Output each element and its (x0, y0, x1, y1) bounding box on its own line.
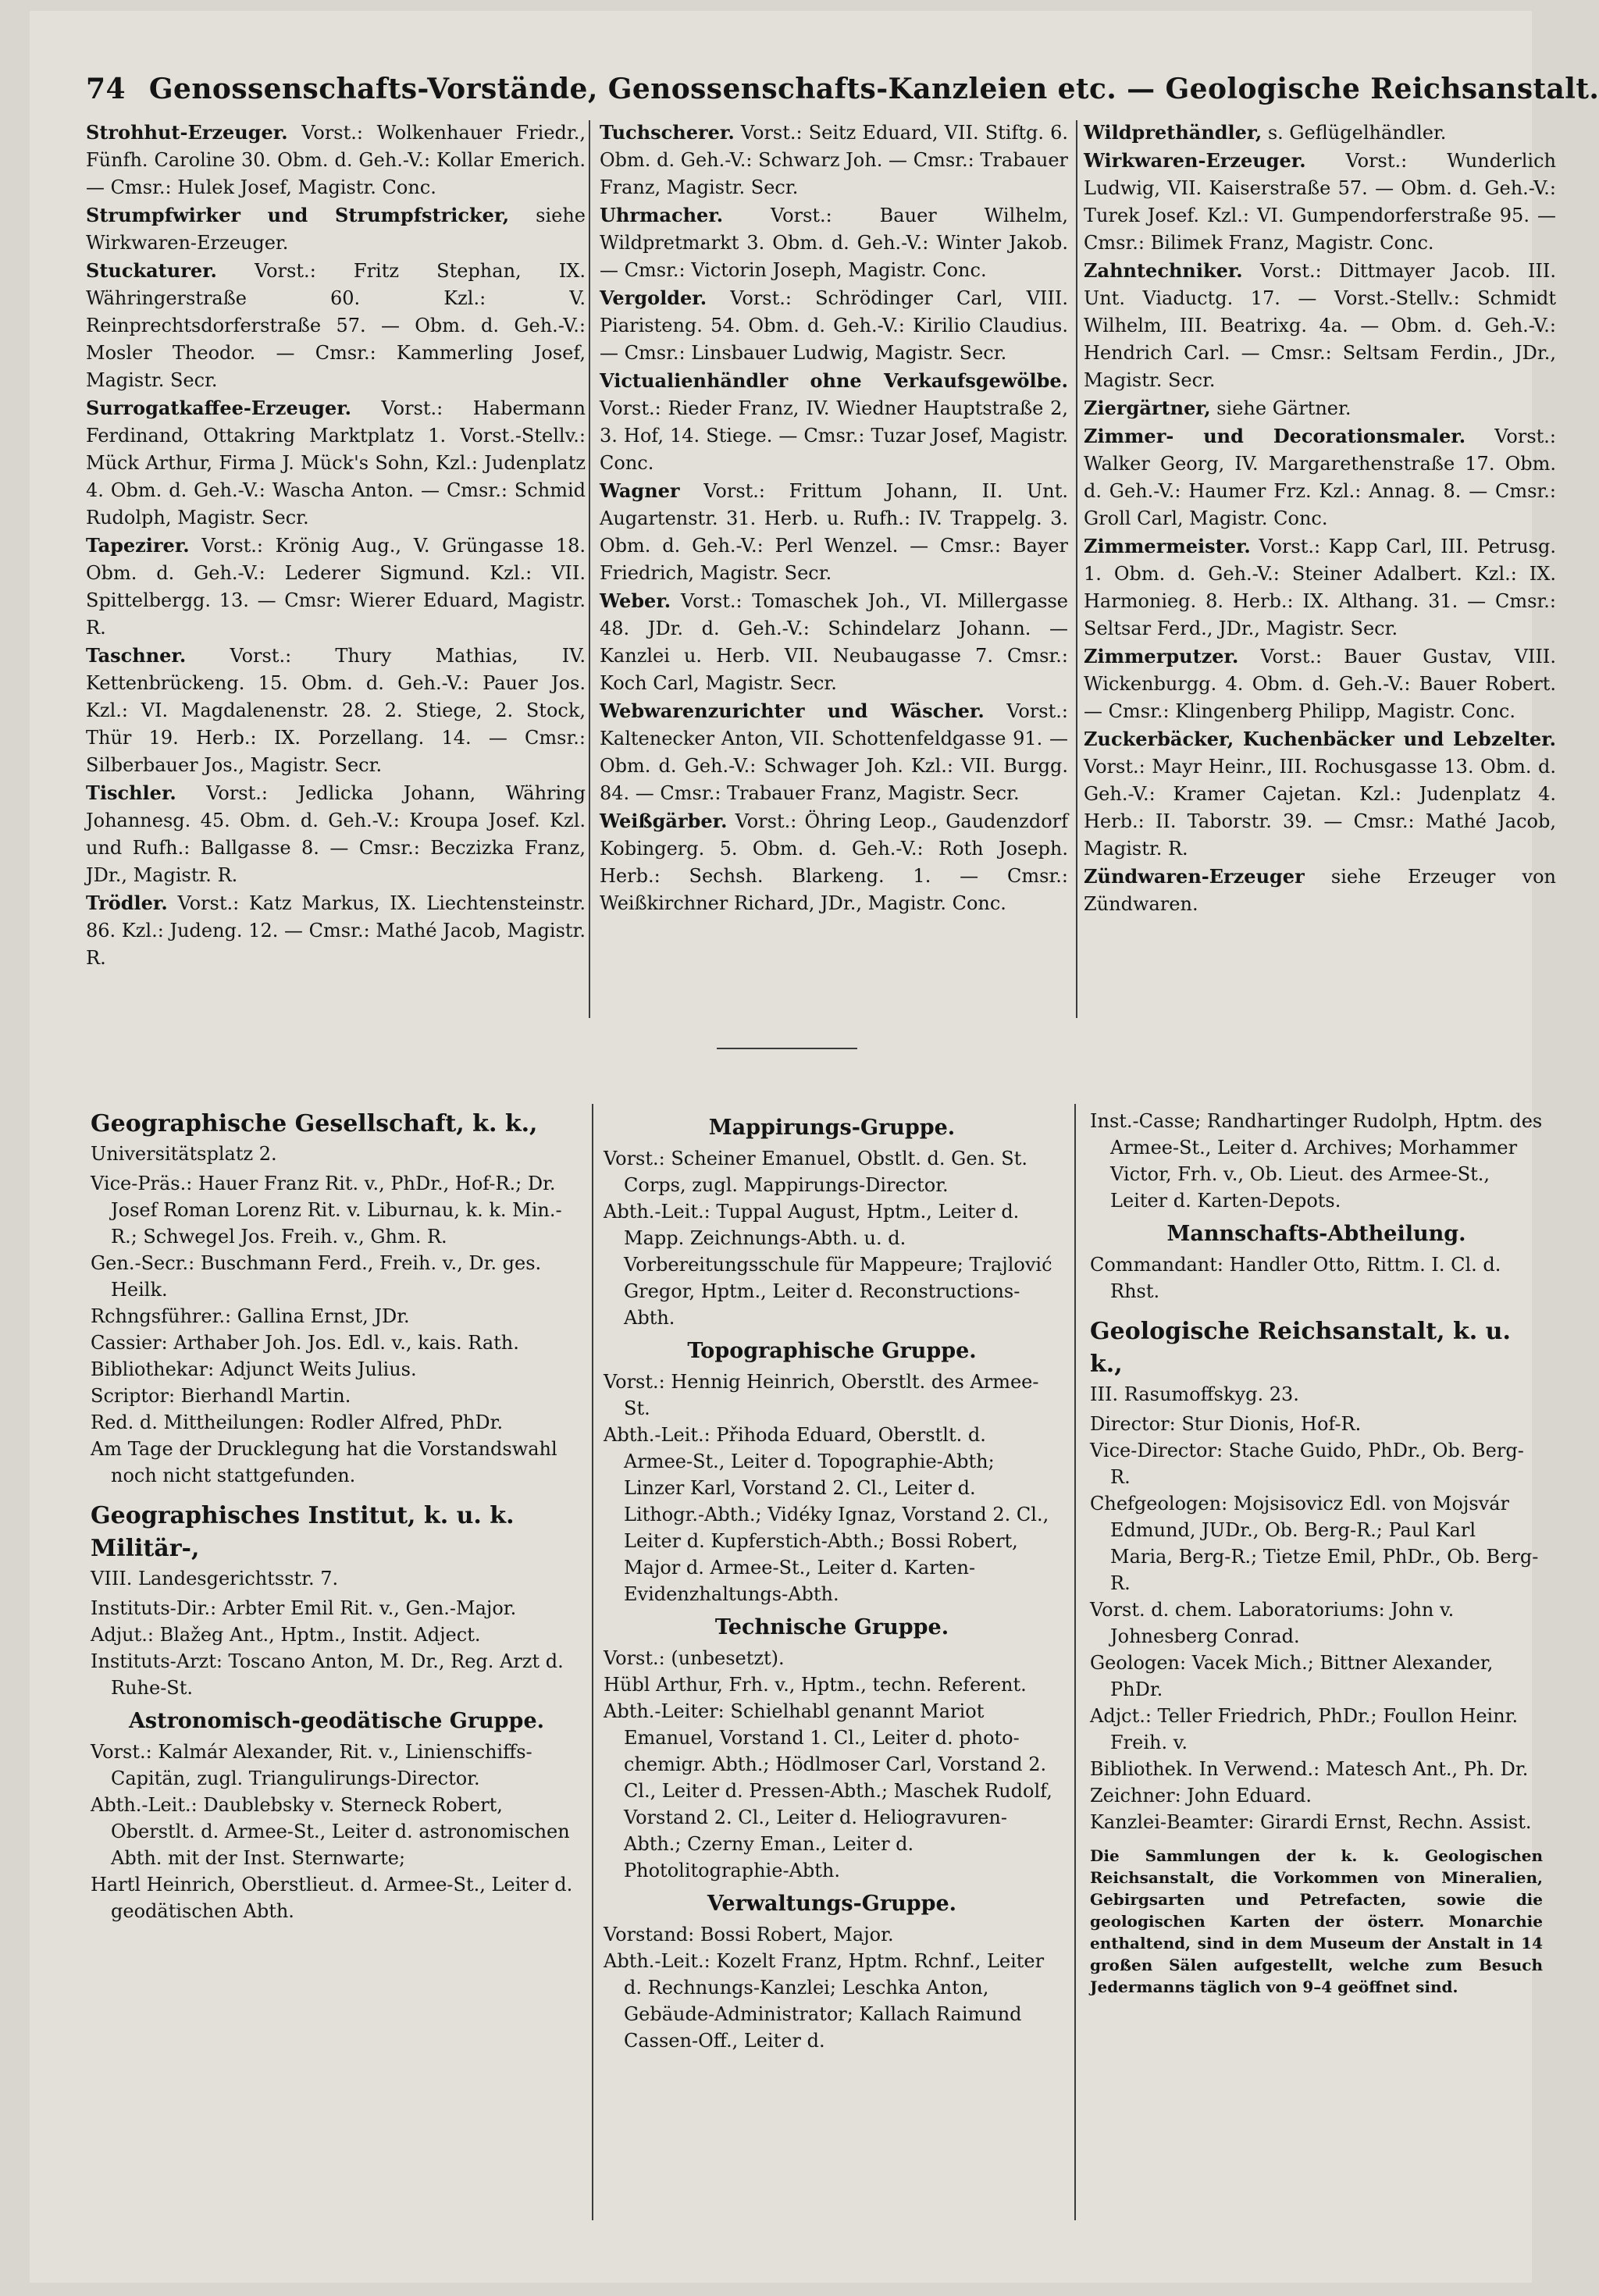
guild-entry (86, 532, 586, 642)
page-header (86, 64, 1599, 114)
officer-line: Bibliothek. In Verwend.: Matesch Ant., Ph. Dr. (1090, 1758, 1529, 1780)
officer-line: Abth.-Leit.: Daublebsky v. Sterneck Robert, Oberstlt. d. Armee-St., Leiter d. astronomischen Abth. mit der Inst. Sternwarte; (91, 1794, 570, 1869)
officer-line: Vorst.: Kalmár Alexander, Rit. v., Linienschiffs-Capitän, zugl. Triangulirungs-Director. (91, 1741, 532, 1789)
guild-details: Vorst.: Habermann Ferdinand, Ottakring Marktplatz 1. Vorst.-Stellv.: Mück Arthur, Firma J. Mück's Sohn, Kzl.: Judenplatz 4. Obm. d. Geh.-V.: Wascha Anton. — Cmsr.: Schmid Rudolph, Magistr. Secr. (86, 397, 586, 529)
guild-name: Zimmermeister. (1084, 535, 1251, 557)
guild-name: Weber. (600, 589, 671, 612)
officer-line: Commandant: Handler Otto, Rittm. I. Cl. d. Rhst. (1090, 1254, 1501, 1302)
guild-column-1 (86, 119, 586, 1009)
section-separator (717, 1048, 857, 1049)
guild-name: Wirkwaren-Erzeuger. (1084, 149, 1306, 172)
officer-line: Director: Stur Dionis, Hof-R. (1090, 1413, 1362, 1435)
running-title: Genossenschafts-Vorstände, Genossenschafts-Kanzleien etc. — Geologische Reichsanstalt. (148, 73, 1599, 105)
section-title: Geologische Reichsanstalt, k. u. k., (1090, 1318, 1511, 1378)
guild-entry (1084, 532, 1556, 643)
officer-line: Abth.-Leiter: Schielhabl genannt Mariot Emanuel, Vorstand 1. Cl., Leiter d. photo-chemigr. Abth.; Hödlmoser Carl, Vorstand 2. Cl., Leiter d. Pressen-Abth.; Maschek Rudolf, Vorstand 2. Cl., Leiter d. Heliogravuren-Abth.; Czerny Eman., Leiter d. Photolitographie-Abth. (604, 1700, 1052, 1881)
guild-name: Wagner (600, 479, 680, 502)
guild-details: s. Geflügelhändler. (1267, 122, 1447, 144)
guild-name: Surrogatkaffee-Erzeuger. (86, 397, 352, 419)
guild-entry (600, 119, 1068, 201)
officer-line: Hartl Heinrich, Oberstlieut. d. Armee-St., Leiter d. geodätischen Abth. (91, 1874, 573, 1922)
officer-line: Red. d. Mittheilungen: Rodler Alfred, PhDr. (91, 1411, 504, 1433)
officer-line: Abth.-Leit.: Přihoda Eduard, Oberstlt. d. Armee-St., Leiter d. Topographie-Abth; Linzer Karl, Vorstand 2. Cl., Leiter d. Lithogr.-Abth.; Vidéky Ignaz, Vorstand 2. Cl., Leiter d. Kupferstich-Abth.; Bossi Robert, Major d. Armee-St., Leiter d. Karten-Evidenzhaltungs-Abth. (604, 1424, 1049, 1605)
group-title: Topographische Gruppe. (687, 1339, 977, 1363)
officer-line: Scriptor: Bierhandl Martin. (91, 1385, 351, 1407)
guild-details: Vorst.: Frittum Johann, II. Unt. Augartenstr. 31. Herb. u. Rufh.: IV. Trappelg. 3. Obm. d. Geh.-V.: Perl Wenzel. — Cmsr.: Bayer Friedrich, Magistr. Secr. (600, 480, 1068, 584)
officer-line: Zeichner: John Eduard. (1090, 1785, 1312, 1807)
section-address: III. Rasumoffskyg. 23. (1090, 1383, 1299, 1405)
guild-details: Vorst.: Walker Georg, IV. Margarethenstraße 17. Obm. d. Geh.-V.: Haumer Frz. Kzl.: Annag. 8. — Cmsr.: Groll Carl, Magistr. Conc. (1084, 425, 1556, 529)
guild-details: Vorst.: Bauer Wilhelm, Wildpretmarkt 3. Obm. d. Geh.-V.: Winter Jakob. — Cmsr.: Victorin Joseph, Magistr. Conc. (600, 205, 1068, 281)
directory-page (30, 11, 1599, 2283)
guild-name: Victualienhändler ohne Verkaufsgewölbe. (600, 369, 1068, 392)
guild-details: Vorst.: Jedlicka Johann, Währing Johannesg. 45. Obm. d. Geh.-V.: Kroupa Josef. Kzl. und Rufh.: Ballgasse 8. — Cmsr.: Beczizka Franz, JDr., Magistr. R. (86, 782, 586, 886)
guild-entry (1084, 863, 1556, 918)
guild-entry (86, 642, 586, 779)
guild-name: Tischler. (86, 781, 176, 804)
officer-line: Inst.-Casse; Randhartinger Rudolph, Hptm. des Armee-St., Leiter d. Archives; Morhammer Victor, Frh. v., Ob. Lieut. des Armee-St., Leiter d. Karten-Depots. (1090, 1110, 1543, 1212)
guild-column-3 (1084, 119, 1556, 1009)
guild-entry (86, 779, 586, 889)
guild-name: Trödler. (86, 892, 168, 914)
guild-name: Stuckaturer. (86, 259, 217, 282)
guild-details: Vorst.: Wolkenhauer Friedr., Fünfh. Caroline 30. Obm. d. Geh.-V.: Kollar Emerich. — Cmsr.: Hulek Josef, Magistr. Conc. (86, 122, 586, 198)
officer-line: Instituts-Dir.: Arbter Emil Rit. v., Gen.-Major. (91, 1597, 517, 1619)
group-title: Verwaltungs-Gruppe. (707, 1892, 957, 1916)
guild-details: Vorst.: Seitz Eduard, VII. Stiftg. 6. Obm. d. Geh.-V.: Schwarz Joh. — Cmsr.: Trabauer Franz, Magistr. Secr. (600, 122, 1068, 198)
officer-line: Vorst.: Scheiner Emanuel, Obstlt. d. Gen. St. Corps, zugl. Mappirungs-Director. (604, 1148, 1027, 1196)
guild-entry (600, 477, 1068, 587)
officer-line: Vorstand: Bossi Robert, Major. (604, 1924, 894, 1945)
officer-line: Vorst.: (unbesetzt). (604, 1647, 785, 1669)
officer-line: Bibliothekar: Adjunct Weits Julius. (91, 1358, 417, 1380)
guild-details: Vorst.: Kapp Carl, III. Petrusg. 1. Obm. d. Geh.-V.: Steiner Adalbert. Kzl.: IX. Harmonieg. 8. Herb.: IX. Althang. 31. — Cmsr.: Seltsar Ferd., JDr., Magistr. Secr. (1084, 536, 1556, 639)
guild-details: Vorst.: Thury Mathias, IV. Kettenbrückeng. 15. Obm. d. Geh.-V.: Pauer Jos. Kzl.: VI. Magdalenenstr. 28. 2. Stiege, 2. Stock, Thür 19. Herb.: IX. Porzellang. 14. — Cmsr.: Silberbauer Jos., Magistr. Secr. (86, 645, 586, 776)
officer-line: Hübl Arthur, Frh. v., Hptm., techn. Referent. (604, 1674, 1027, 1696)
officer-line: Kanzlei-Beamter: Girardi Ernst, Rechn. Assist. (1090, 1811, 1532, 1833)
guild-details: Vorst.: Rieder Franz, IV. Wiedner Hauptstraße 2, 3. Hof, 14. Stiege. — Cmsr.: Tuzar Josef, Magistr. Conc. (600, 397, 1068, 474)
page-number: 74 (86, 73, 126, 105)
officer-line: Instituts-Arzt: Toscano Anton, M. Dr., Reg. Arzt d. Ruhe-St. (91, 1650, 564, 1699)
column-divider (1076, 120, 1077, 1018)
guild-name: Zündwaren-Erzeuger (1084, 865, 1305, 888)
guild-entry (600, 284, 1068, 367)
guild-name: Weißgärber. (600, 810, 728, 832)
guild-name: Zimmer- und Decorationsmaler. (1084, 425, 1466, 447)
guild-name: Strumpfwirker und Strumpfstricker, (86, 204, 510, 226)
guild-name: Vergolder. (600, 287, 707, 309)
guild-details: siehe Gärtner. (1216, 397, 1351, 419)
guild-details: Vorst.: Krönig Aug., V. Grüngasse 18. Obm. d. Geh.-V.: Lederer Sigmund. Kzl.: VII. Spittelbergg. 13. — Cmsr: Wierer Eduard, Magistr. R. (86, 535, 586, 639)
institution-column-3 (1090, 1108, 1543, 2224)
section-address: Universitätsplatz 2. (91, 1143, 277, 1165)
guild-entry (600, 697, 1068, 807)
officer-line: Gen.-Secr.: Buschmann Ferd., Freih. v., Dr. ges. Heilk. (91, 1252, 542, 1301)
guild-name: Wildprethändler, (1084, 121, 1262, 144)
guild-name: Taschner. (86, 644, 187, 667)
group-title: Mannschafts-Abtheilung. (1166, 1222, 1466, 1246)
guild-details: Vorst.: Katz Markus, IX. Liechtensteinstr. 86. Kzl.: Judeng. 12. — Cmsr.: Mathé Jacob, Magistr. R. (86, 892, 586, 969)
guild-name: Zuckerbäcker, Kuchenbäcker und Lebzelter. (1084, 728, 1556, 750)
officer-line: Geologen: Vacek Mich.; Bittner Alexander, PhDr. (1090, 1652, 1494, 1700)
guild-entry (86, 119, 586, 201)
guild-details: Vorst.: Fritz Stephan, IX. Währingerstraße 60. Kzl.: V. Reinprechtsdorferstraße 57. — Obm. d. Geh.-V.: Mosler Theodor. — Cmsr.: Kammerling Josef, Magistr. Secr. (86, 260, 586, 391)
column-divider (589, 120, 590, 1018)
group-title: Mappirungs-Gruppe. (708, 1116, 956, 1140)
officer-line: Vorst. d. chem. Laboratoriums: John v. Johnesberg Conrad. (1090, 1599, 1455, 1647)
officer-line: Rchngsführer.: Gallina Ernst, JDr. (91, 1305, 410, 1327)
guild-details: Vorst.: Wunderlich Ludwig, VII. Kaiserstraße 57. — Obm. d. Geh.-V.: Turek Josef. Kzl.: VI. Gumpendorferstraße 95. — Cmsr.: Bilimek Franz, Magistr. Conc. (1084, 150, 1556, 254)
guild-name: Zahntechniker. (1084, 259, 1243, 282)
section-title: Geographische Gesellschaft, k. k., (91, 1110, 538, 1137)
guild-entry (1084, 147, 1556, 257)
officer-line: Am Tage der Drucklegung hat die Vorstandswahl noch nicht stattgefunden. (91, 1438, 557, 1486)
officer-line: Chefgeologen: Mojsisovicz Edl. von Mojsvár Edmund, JUDr., Ob. Berg-R.; Paul Karl Maria, Berg-R.; Tietze Emil, PhDr., Ob. Berg-R. (1090, 1493, 1539, 1594)
guild-details: siehe Erzeuger von Zündwaren. (1084, 866, 1556, 915)
guild-entry (600, 807, 1068, 917)
guild-details: Vorst.: Dittmayer Jacob. III. Unt. Viaductg. 17. — Vorst.-Stellv.: Schmidt Wilhelm, III. Beatrixg. 4a. — Obm. d. Geh.-V.: Hendrich Carl. — Cmsr.: Seltsam Ferdin., JDr., Magistr. Secr. (1084, 260, 1556, 391)
guild-name: Strohhut-Erzeuger. (86, 121, 288, 144)
institution-column-2 (604, 1108, 1060, 2224)
guild-name: Tuchscherer. (600, 121, 735, 144)
guild-entry (1084, 119, 1556, 147)
guild-entry (600, 367, 1068, 477)
guild-column-2 (600, 119, 1068, 1009)
officer-line: Vice-Präs.: Hauer Franz Rit. v., PhDr., Hof-R.; Dr. Josef Roman Lorenz Rit. v. Liburnau, k. k. Min.-R.; Schwegel Jos. Freih. v., Ghm. R. (91, 1173, 562, 1248)
guild-name: Webwarenzurichter und Wäscher. (600, 699, 985, 722)
guild-name: Tapezirer. (86, 534, 190, 557)
guild-details: Vorst.: Kaltenecker Anton, VII. Schottenfeldgasse 91. — Obm. d. Geh.-V.: Schwager Joh. Kzl.: VII. Burgg. 84. — Cmsr.: Trabauer Franz, Magistr. Secr. (600, 700, 1068, 804)
section-title: Geographisches Institut, k. u. k. Militär-, (91, 1502, 515, 1562)
guild-entry (600, 201, 1068, 284)
guild-entry (1084, 725, 1556, 863)
guild-entry (86, 394, 586, 532)
guild-details: Vorst.: Tomaschek Joh., VI. Millergasse 48. JDr. d. Geh.-V.: Schindelarz Johann. — Kanzlei u. Herb. VII. Neubaugasse 7. Cmsr.: Koch Carl, Magistr. Secr. (600, 590, 1068, 694)
guild-details: Vorst.: Mayr Heinr., III. Rochusgasse 13. Obm. d. Geh.-V.: Kramer Cajetan. Kzl.: Judenplatz 4. Herb.: II. Taborstr. 39. — Cmsr.: Mathé Jacob, Magistr. R. (1084, 756, 1556, 860)
officer-line: Abth.-Leit.: Tuppal August, Hptm., Leiter d. Mapp. Zeichnungs-Abth. u. d. Vorbereitungsschule für Mappeure; Trajlović Gregor, Hptm., Leiter d. Reconstructions-Abth. (604, 1201, 1052, 1329)
column-divider (592, 1104, 593, 2220)
guild-details: Vorst.: Bauer Gustav, VIII. Wickenburgg. 4. Obm. d. Geh.-V.: Bauer Robert. — Cmsr.: Klingenberg Philipp, Magistr. Conc. (1084, 646, 1556, 722)
guild-entry (1084, 257, 1556, 394)
officer-line: Adjct.: Teller Friedrich, PhDr.; Foullon Heinr. Freih. v. (1090, 1705, 1519, 1753)
officer-line: Vorst.: Hennig Heinrich, Oberstlt. des Armee-St. (604, 1371, 1039, 1419)
guild-entry (1084, 422, 1556, 532)
guild-entry (86, 257, 586, 394)
guild-entry (86, 889, 586, 972)
guild-name: Ziergärtner, (1084, 397, 1211, 419)
officer-line: Abth.-Leit.: Kozelt Franz, Hptm. Rchnf., Leiter d. Rechnungs-Kanzlei; Leschka Anton, Gebäude-Administrator; Kallach Raimund Cassen-Off., Leiter d. (604, 1950, 1045, 2052)
guild-entry (86, 201, 586, 257)
column-divider (1074, 1104, 1076, 2220)
guild-details: Vorst.: Schrödinger Carl, VIII. Piaristeng. 54. Obm. d. Geh.-V.: Kirilio Claudius. — Cmsr.: Linsbauer Ludwig, Magistr. Secr. (600, 287, 1068, 364)
guild-details: Vorst.: Öhring Leop., Gaudenzdorf Kobingerg. 5. Obm. d. Geh.-V.: Roth Joseph. Herb.: Sechsh. Blarkeng. 1. — Cmsr.: Weißkirchner Richard, JDr., Magistr. Conc. (600, 810, 1068, 914)
guild-entry (1084, 394, 1556, 422)
institution-column-1 (91, 1108, 582, 2224)
group-title: Technische Gruppe. (714, 1615, 949, 1639)
officer-line: Vice-Director: Stache Guido, PhDr., Ob. Berg-R. (1090, 1440, 1524, 1488)
guild-name: Zimmerputzer. (1084, 645, 1239, 667)
group-title: Astronomisch-geodätische Gruppe. (128, 1709, 545, 1733)
collections-note: Die Sammlungen der k. k. Geologischen Reichsanstalt, die Vorkommen von Mineralien, Gebirgsarten und Petrefacten, sowie die geologischen Karten der österr. Monarchie enthaltend, sind in dem Museum der Anstalt in 14 großen Sälen aufgestellt, welche zum Besuch Jedermanns täglich von 9–4 geöffnet sind. (1090, 1846, 1543, 1996)
guild-entry (600, 587, 1068, 697)
officer-line: Adjut.: Blažeg Ant., Hptm., Instit. Adject. (91, 1624, 481, 1646)
officer-line: Cassier: Arthaber Joh. Jos. Edl. v., kais. Rath. (91, 1332, 519, 1354)
section-address: VIII. Landesgerichtsstr. 7. (91, 1568, 339, 1589)
guild-entry (1084, 643, 1556, 725)
guild-name: Uhrmacher. (600, 204, 724, 226)
guild-details: siehe Wirkwaren-Erzeuger. (86, 205, 586, 254)
